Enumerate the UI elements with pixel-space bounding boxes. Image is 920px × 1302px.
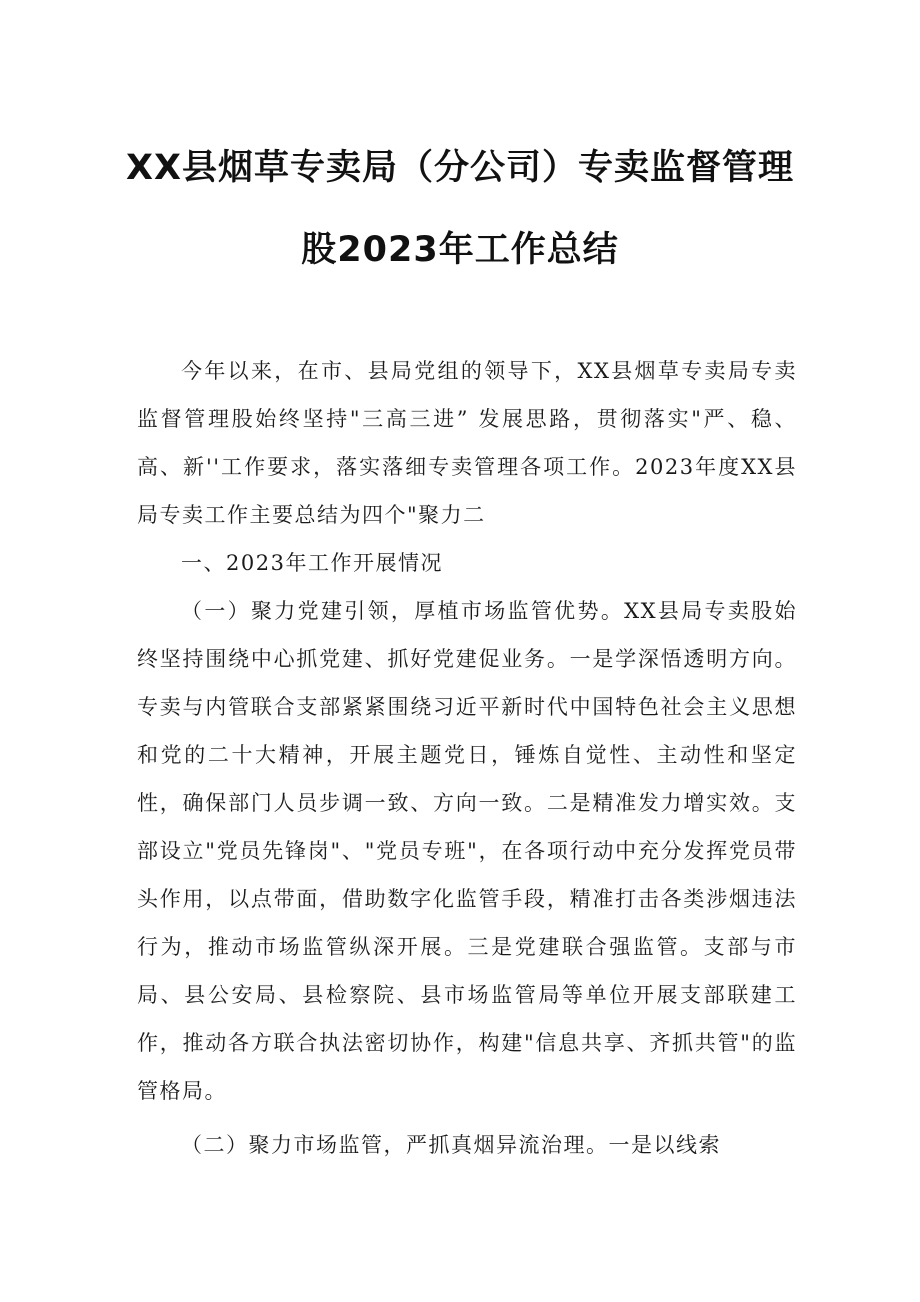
section-two-paragraph: （二）聚力市场监管，严抓真烟异流治理。一是以线索 xyxy=(181,1133,721,1157)
document-title-line-1: XX县烟草专卖局（分公司）专卖监督管理 xyxy=(126,148,794,188)
section-one-paragraph: （一）聚力党建引领，厚植市场监管优势。XX县局专卖股始终坚持围绕中心抓党建、抓好党建促业务。一是学深悟透明方向。专卖与内管联合支部紧紧围绕习近平新时代中国特色社会主义思想和党的二十大精神，开展主题党日，锤炼自觉性、主动性和坚定性，确保部门人员步调一致、方向一致。二是精准发力增实效。支部设立"党员先锋岗"、"党员专班"，在各项行动中充分发挥党员带头作用，以点带面，借助数字化监管手段，精准打击各类涉烟违法行为，推动市场监管纵深开展。三是党建联合强监管。支部与市局、县公安局、县检察院、县市场监管局等单位开展支部联建工作，推动各方联合执法密切协作，构建"信息共享、齐抓共管"的监管格局。 xyxy=(137,599,797,1103)
document-title-line-2: 股2023年工作总结 xyxy=(301,230,619,270)
intro-paragraph: 今年以来，在市、县局党组的领导下，XX县烟草专卖局专卖监督管理股始终坚持"三高三进” 发展思路，贯彻落实"严、稳、高、新''工作要求，落实落细专卖管理各项工作。2023年度XX县局专卖工作主要总结为四个"聚力二 xyxy=(137,359,797,527)
section-heading-one: 一、2023年工作开展情况 xyxy=(181,551,443,575)
